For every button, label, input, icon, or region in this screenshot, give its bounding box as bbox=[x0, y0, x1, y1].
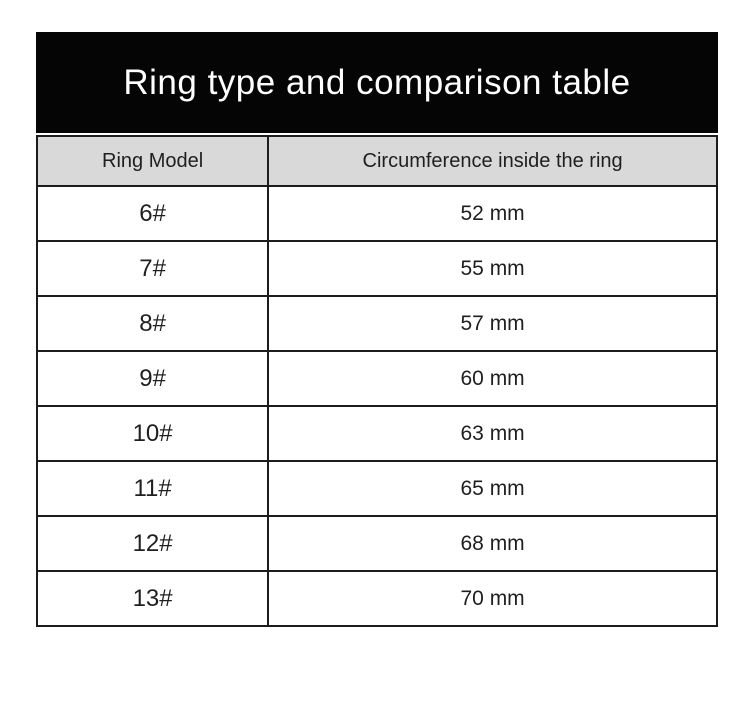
table-header-row bbox=[37, 136, 717, 186]
table-row bbox=[37, 461, 717, 516]
table-row bbox=[37, 296, 717, 351]
circumference-value: 65 mm bbox=[268, 461, 717, 516]
page-title: Ring type and comparison table bbox=[123, 62, 631, 102]
circumference-value: 70 mm bbox=[268, 571, 717, 626]
ring-model-value: 10# bbox=[37, 406, 268, 461]
circumference-value: 57 mm bbox=[268, 296, 717, 351]
ring-model-value: 12# bbox=[37, 516, 268, 571]
circumference-value: 60 mm bbox=[268, 351, 717, 406]
ring-model-value: 11# bbox=[37, 461, 268, 516]
ring-model-value: 6# bbox=[37, 186, 268, 241]
column-header-ring-model: Ring Model bbox=[37, 136, 268, 186]
ring-model-value: 9# bbox=[37, 351, 268, 406]
column-header-circumference: Circumference inside the ring bbox=[268, 136, 717, 186]
circumference-value: 52 mm bbox=[268, 186, 717, 241]
circumference-value: 63 mm bbox=[268, 406, 717, 461]
title-banner bbox=[36, 32, 718, 133]
ring-model-value: 8# bbox=[37, 296, 268, 351]
ring-size-table bbox=[36, 135, 718, 627]
ring-size-chart bbox=[36, 32, 718, 627]
circumference-value: 68 mm bbox=[268, 516, 717, 571]
table-row bbox=[37, 186, 717, 241]
ring-model-value: 13# bbox=[37, 571, 268, 626]
table-row bbox=[37, 406, 717, 461]
circumference-value: 55 mm bbox=[268, 241, 717, 296]
table-row bbox=[37, 241, 717, 296]
table-row bbox=[37, 571, 717, 626]
table-row bbox=[37, 351, 717, 406]
ring-model-value: 7# bbox=[37, 241, 268, 296]
table-row bbox=[37, 516, 717, 571]
